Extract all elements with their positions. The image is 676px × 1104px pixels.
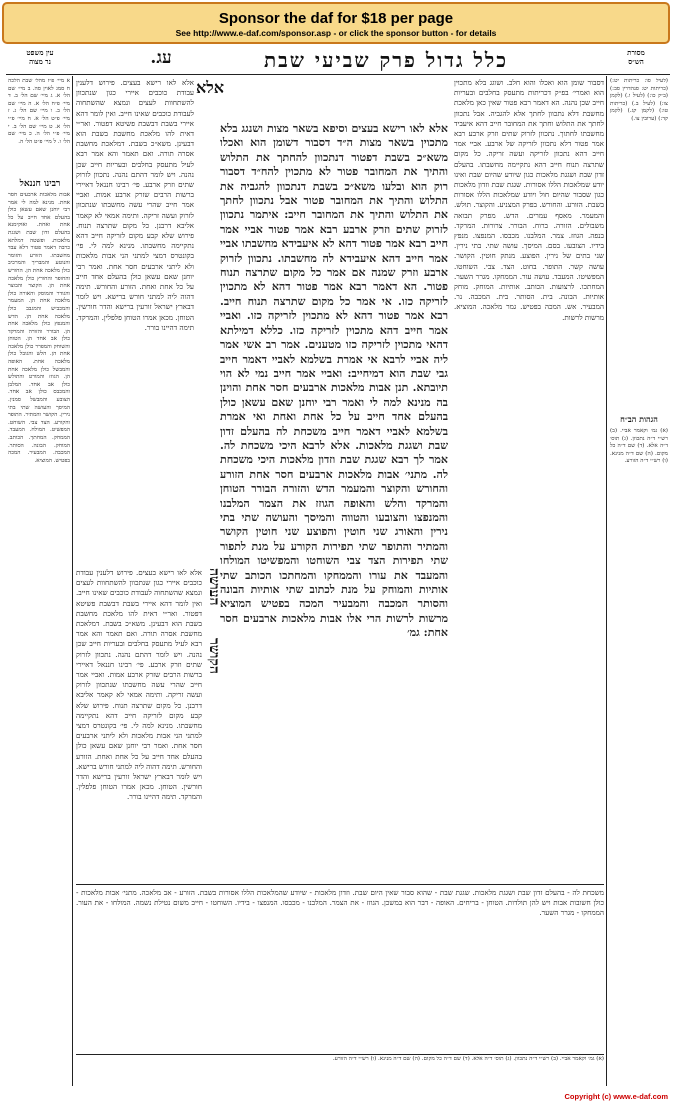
daf-number: עג. <box>150 48 172 68</box>
masoret-label: מסורת <box>627 48 645 57</box>
gemara-main-text: אלא לאו רישא בעצים וסיפא בשאר מצות ושנגג בלא מתכוין בשאר מצות ה״ד דסבור דשומן הוא ואכלו משא״כ בשבת דפטור דנתכוון להחתך את התלוש והתיך את המחובר פטור לא מתכוין להח״ד דסבור רוק הוא ובלעו משא״כ בשבת דנתכוון להגביה את התלוש והתיך את המחובר פטור אבל נתכוון לחתך את התלוש והתיך את המחובר חייב: איתמר נתכוון לזרוק שתים וזרק ארבע רבא אמר פטור אביי אמר חייב רבא אמר פטור דהא לא איעבידא מחשבתו אביי אמר חייב דהא איעבידא לה מחשבתו. נתכוון לזרוק ארבע וזרק שמנה אם אמר כל מקום שתרצה תנוח פטור. הא דאמר רבא אמר פטור דהא לא מתכוין לזריקה כזו. אי אמר כל מקום שתרצה תנוח חייב. רבא אמר פטור דהא לא מתכוין לזריקה כזו. ואביי אמר חייב דהא מתכוין לזריקה כזו. כללא דמילתא דהאי מתכוין לזריקה כזו מטענים. אמר רב אשי אמר ליה אביי לרבא אי אמרת בשלמא לאביי דאמר חייב גבי שבת הוא דמיחייב: ואביי אמר חייב נמי לא הוי תיובתא. תנן אבות מלאכות ארבעים חסר אחת והוינן בה מנינא למה לי ואמר רבי יוחנן שאם עשאן כולן בהעלם אחד חייב על כל אחת ואחת ואי אמרת בשלמא לאביי דאמר חייב משכחת לה בהעלם זדון שבת ושגגת מלאכות. אלא לרבא היכי משכחת לה. אמר לך רבא שגגת שבת וזדון מלאכות היכי משכחת לה. מתני׳ אבות מלאכות ארבעים חסר אחת הזורע והחורש והקוצר והמעמר הדש והזורה הבורר הטוחן והמרקד והלש והאופה הגוזז את הצמר המלבנו והמנפצו והצובעו והטווה והמיסך והעושה שתי בתי נירין והאורג שני חוטין והפוצע שני חוטין הקושר והמתיר והתופר שתי תפירות הקורע על מנת לתפור שתי תפירות הצד צבי השוחטו והמפשיטו המולחו והמעבד את עורו והממחקו והמחתכו הכותב שתי אותיות והמוחק על מנת לכתוב שתי אותיות הבונה והסותר המכבה והמבעיר המכה בפטיש המוציא מרשות לרשות הרי אלו אבות מלאכות ארבעים חסר אחת: גמ׳ <box>220 122 448 640</box>
talmud-page <box>6 48 670 1088</box>
left-margin-rule <box>72 76 73 1086</box>
chapter-title: כלל גדול פרק שביעי שבת <box>263 48 509 72</box>
masoret-hashas-column: (לעיל סו: כריתות יט:) (כריתות יט: סנהדרין סב:) (ב״ק כו:) (לעיל ו.) (לקמן צו:) (לעיל ב.) (כריתות טו:) (לקמן קג.) (לקמן קד:) (ערובין צו.) <box>610 78 668 122</box>
rashi-column: דסבור שומן הוא ואכלו והוא חלב. ושוגג בלא מתכוין הוא ואמרי׳ בפ״ק דכריתות מתעסק בחלבים ובעריות חייב שכן נהנה. הא דאמר רבא פטור שאין כאן מלאכת מחשבת דלא נתכוון לחתך אלא להגביה. אבל נתכוון לחתך את התלוש וחתך את המחובר חייב דהא איעביד מחשבתו לחתוך. נתכוון לזרוק שתים וזרק ארבע רבא אמר פטור דלא נתכוון לזריקה של ארבע. אביי אמר חייב דהא נתכוון לזריקה ועשה זריקה. כל מקום שתרצה תנוח חייב דהא נתקיימה מחשבתו. בהעלם זדון שבת ושגגת מלאכות כגון שיודע שהיום שבת ואינו יודע שמלאכות הללו אסורות. שגגת שבת וזדון מלאכות כגון שסבור שהיום חול ויודע שמלאכות הללו אסורות בשבת. הזורע. והחורש. בפרק המצניע. והקוצר. תולש. והמעמר. מאסף עמרים. הדש. מפרק תבואה משבולים. הזורה. ברוח. הבורר. צרורות. המרקד. בנפה. הגוזז. צמר. המלבנו. מכבסו. המנפצו. מנפץ בידיו. הצובעו. בסם. המיסך. עושה שתי. בתי נירין. שני בתים של נירין. הפוצע. מנתק חוטין. הקושר. עושה קשר. התופר. בחוט. הצד. צבי. השוחטו. המפשיטו. המעבד. עושה עור. הממחקו. מגרר השער. המחתכו. לרצועות. הכותב. אותיות. המוחק. מוחק אותיות. הבונה. בית. הסותר. בית. המכבה. נר. המבעיר. אש. המכה בפטיש. גמר מלאכה. המוציא. מרשות לרשות. <box>454 78 604 322</box>
tosafot-column-bottom: אלא לאו רישא בעצים. פירוש דלענין עבודת כוכבים איירי כגון שנתכוון להשתחוות לעצים ונמצא שהשתחוה לעבודת כוכבים שאינו חייב. ואין לומר דהא איירי בשבת דבשבת פשיטא דפטור. ואר״י דאית להו מלאכת מחשבת בשבת הוא דבעינן. משא״כ בשבת. דמלאכת מחשבת אסרה תורה. ואם תאמר והא אמר רבא לעיל מתעסק בחלבים ובעריות חייב שכן נהנה. ויש לומר דהתם נהנה. נתכוון לזרוק שתים וזרק ארבע. פי׳ רבינו חננאל דאיירי ברשות הרבים שזרק ארבע אמות. ואביי אמר חייב שהרי עשה מחשבתו שנתכוון לזרוק ועשה זריקה. ותימה אמאי לא קאמר אליבא דרבנן. כל מקום שתרצה תנוח. פירוש שלא קבע מקום לזריקה חייב דהא נתקיימה מחשבתו. מנינא למה לי. פי׳ בקונטרס דמצי למתני הני אבות מלאכות ולא ליתני ארבעים חסר אחת. ואמר רבי יוחנן שאם עשאן כולן בהעלם אחד חייב על כל אחת ואחת. הזורע והחורש. תימה דהוה ליה למתני חורש ברישא. ויש לומר דבארץ ישראל זורעין ברישא והדר חורשין. הטוחן. מכאן אמרו הטוחן פלפלין. והמרקד. תימה דהיינו בורר. <box>76 568 202 802</box>
bottom-rule <box>76 884 604 885</box>
footnote-rule <box>76 1054 604 1055</box>
sponsor-title[interactable]: Sponsor the daf for $18 per page <box>218 10 454 27</box>
hashas-label: הש״ס <box>628 57 644 66</box>
rabbeinu-chananel-label: רבינו חננאל <box>19 179 61 189</box>
right-column-label <box>608 48 664 72</box>
hagahot-column: (א) גמ׳ וקאמר אביי. (ב) רש״י ד״ה נתכוון. (ג) תוס׳ ד״ה אלא. (ד) שם ד״ה כל מקום. (ה) שם ד״ה מנינא. (ו) רש״י ד״ה הזורע. <box>610 428 668 465</box>
hagahot-label: הגהות הב״ח <box>620 414 658 424</box>
ein-mishpat-column: א מיי׳ פ״ז מהל׳ שבת הלכה ח סמג לאוין סה. ב מיי׳ שם הל׳ א. ג מיי׳ שם הל׳ ב. ד מיי׳ פ״ח הל׳ א. ה מיי׳ שם הל׳ ב. ו מיי׳ שם הל׳ ג. ז מיי׳ פ״ט הל׳ א. ח מיי׳ פ״י הל׳ א. ט מיי׳ שם הל׳ ב. י מיי׳ פ״י הל׳ ה. כ מיי׳ שם הל׳ ו. ל מיי׳ פ״ט הל׳ ה. <box>8 78 70 145</box>
haoseh-label: העושה <box>206 568 222 606</box>
copyright-notice[interactable]: Copyright (c) www.e-daf.com <box>564 1092 668 1101</box>
header-rule <box>6 74 670 75</box>
right-margin-rule <box>606 76 607 1086</box>
tosafot-column-top: אלא לאו רישא בעצים. פירוש דלענין עבודת כוכבים איירי כגון שנתכוון להשתחוות לעצים ונמצא שהשתחוה לעבודת כוכבים שאינו חייב. ואין לומר דהא איירי בשבת דבשבת פשיטא דפטור. ואר״י דאית להו מלאכת מחשבת בשבת הוא דבעינן. משא״כ בשבת. דמלאכת מחשבת אסרה תורה. ואם תאמר והא אמר רבא לעיל מתעסק בחלבים ובעריות חייב שכן נהנה. ויש לומר דהתם נהנה. נתכוון לזרוק שתים וזרק ארבע. פי׳ רבינו חננאל דאיירי ברשות הרבים שזרק ארבע אמות. ואביי אמר חייב שהרי עשה מחשבתו שנתכוון לזרוק ועשה זריקה. ותימה אמאי לא קאמר אליבא דרבנן. כל מקום שתרצה תנוח. פירוש שלא קבע מקום לזריקה חייב דהא נתקיימה מחשבתו. מנינא למה לי. פי׳ בקונטרס דמצי למתני הני אבות מלאכות ולא ליתני ארבעים חסר אחת. ואמר רבי יוחנן שאם עשאן כולן בהעלם אחד חייב על כל אחת ואחת. הזורע והחורש. תימה דהוה ליה למתני חורש ברישא. ויש לומר דבארץ ישראל זורעין ברישא והדר חורשין. הטוחן. מכאן אמרו הטוחן פלפלין. והמרקד. תימה דהיינו בורר. <box>76 78 194 332</box>
bottom-commentary: משכחת לה - בהעלם זדון שבת ושגגת מלאכות. שגגת שבת - שהוא סבור שאין היום שבת. וזדון מלאכות - שיודע שהמלאכות הללו אסורות בשבת. הזורע - אב מלאכה. מתני׳ אבות מלאכות - כולן חשובות אבות ויש להן תולדות. הטוחן - בריחים. האופה - דבר הוא במשכן. הגוזז - את הצמר. המלבנו - מכבסו. המנפצו - בידיו. השוחטו - חייב משום נטילת נשמה. המולחו - את העור. הממחקו - מגרר השער. <box>76 888 604 918</box>
left-column-label <box>10 48 70 72</box>
footnotes: (א) גמ׳ וקאמר אביי. (ב) רש״י ד״ה נתכוון. (ג) תוס׳ ד״ה אלא. (ד) שם ד״ה כל מקום. (ה) שם ד״ה מנינא. (ו) רש״י ד״ה הזורע. <box>332 1056 604 1062</box>
ner-mitzvah-label: נר מצוה <box>29 57 51 66</box>
tosafot-opening-word: אלא <box>196 78 225 97</box>
sponsor-subtitle[interactable]: See http://www.e-daf.com/sponsor.asp - or click the sponsor button - for details <box>175 28 497 38</box>
sponsor-banner[interactable] <box>2 2 670 44</box>
ein-mishpat-label: עין משפט <box>26 48 54 57</box>
hakosher-label: הקושר <box>206 638 222 674</box>
rabbeinu-chananel-column: אבות מלאכות ארבעים חסר אחת. מנינא למה לי אמר רבי יוחנן שאם עשאן כולן בהעלם אחד חייב על כל אחת ואחת. ואוקימנא בהעלם זדון שבת ושגגת מלאכות. ופשטה דמלתא כרבה דאמר פטור דלא עבד מחשבתו. הזורע והזומר והנוטע והמבריך והמרכיב כולן מלאכה אחת הן. החורש והחופר והחורץ כולן מלאכה אחת הן. הקוצר והבוצר והגודר והמוסק והאורה כולן מלאכה אחת הן. המעמר והמכביש והמגבב כולן מלאכה אחת הן. הדש והמנפץ כולן מלאכה אחת הן. הבורר והזורה והמרקד כולן אב אחד הן. הטוחן והשוחק והמפרר כולן מלאכה אחת הן. הלש והגובל כולן מלאכה אחת. האופה והמבשל כולן מלאכה אחת הן. הגוזז והמורט והתולש כולן אב אחד. המלבן והמכבס כולן אב אחד. הצובע והמבשל סמנין. המיסך והעושה שתי בתי נירין. הקושר והמתיר. התופר והקורע. הצד צבי. השוחט. המפשיט. המולח. המעבד. הממחק. המחתך. הכותב. המוחק. הבונה. הסותר. המכבה. המבעיר. המכה בפטיש. המוציא. <box>8 192 70 464</box>
